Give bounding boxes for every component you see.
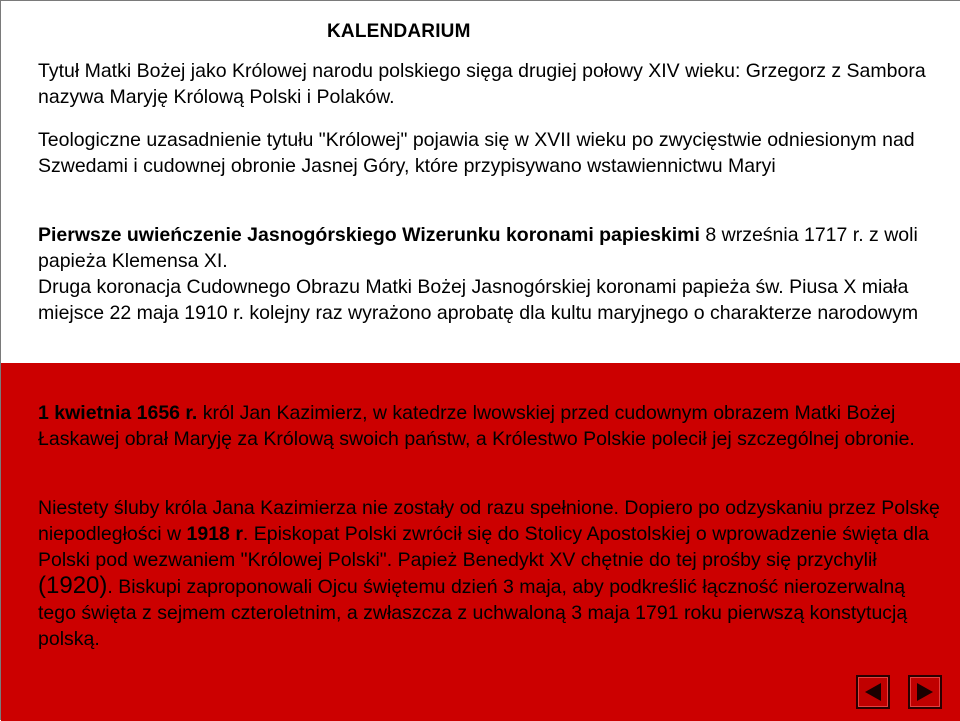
feast-text-b: . Episkopat Polski zwrócił się do Stolicy Apostolskiej o wprowadzenie święta dla Polski pod wezwaniem "Królowej Polski". Papież Benedykt XV chętnie do tej prośby się przychylił [38,523,929,571]
feast-year-bold: 1918 r [186,523,243,545]
feast-text-c: . Biskupi zaproponowali Ojcu świętemu dzień 3 maja, aby podkreślić łączność nierozerwalną tego święta z sejmem czteroletnim, a zwłaszcza z uchwaloną 3 maja 1791 roku pierwszą konstytucją polską. [38,576,908,650]
feast-year-large: (1920) [38,572,108,599]
vows-text: król Jan Kazimierz, w katedrze lwowskiej przed cudownym obrazem Matki Bożej Łaskawej obrał Maryję za Królową swoich państw, a Królestwo Polskie polecił jej szczególnej obronie. [38,402,915,450]
paragraph-feast-establishment [38,495,943,652]
feast-text-a: Niestety śluby króla Jana Kazimierza nie zostały od razu spełnione. Dopiero po odzyskaniu przez Polskę niepodległości w [38,497,940,545]
first-coronation-bold: Pierwsze uwieńczenie Jasnogórskiego Wizerunku koronami papieskimi [38,224,700,246]
paragraph-theology: Teologiczne uzasadnienie tytułu "Królowej" pojawia się w XVII wieku po zwycięstwie odniesionym nad Szwedami i cudownej obronie Jasnej Góry, które przypisywano wstawiennictwu Maryi [38,129,915,177]
paragraph-title-origin: Tytuł Matki Bożej jako Królowej narodu polskiego sięga drugiej połowy XIV wieku: Grzegorz z Sambora nazywa Maryję Królową Polski i Polaków. [38,60,926,108]
top-section [1,1,960,363]
triangle-right-icon [914,681,936,703]
second-coronation-text: Druga koronacja Cudownego Obrazu Matki Bożej Jasnogórskiej koronami papieża św. Piusa X miała miejsce 22 maja 1910 r. kolejny raz wyrażono aprobatę dla kultu maryjnego o charakterze narodowym [38,276,919,324]
previous-slide-button[interactable] [856,675,890,709]
slide-title: KALENDARIUM [327,21,471,42]
paragraph-coronations [38,222,938,326]
next-slide-button[interactable] [908,675,942,709]
vows-date-bold: 1 kwietnia 1656 r. [38,402,198,424]
first-coronation-text: 8 września 1717 r. z woli papieża Klemensa XI. [38,224,918,272]
triangle-left-icon [862,681,884,703]
paragraph-lwow-vows [38,400,943,452]
